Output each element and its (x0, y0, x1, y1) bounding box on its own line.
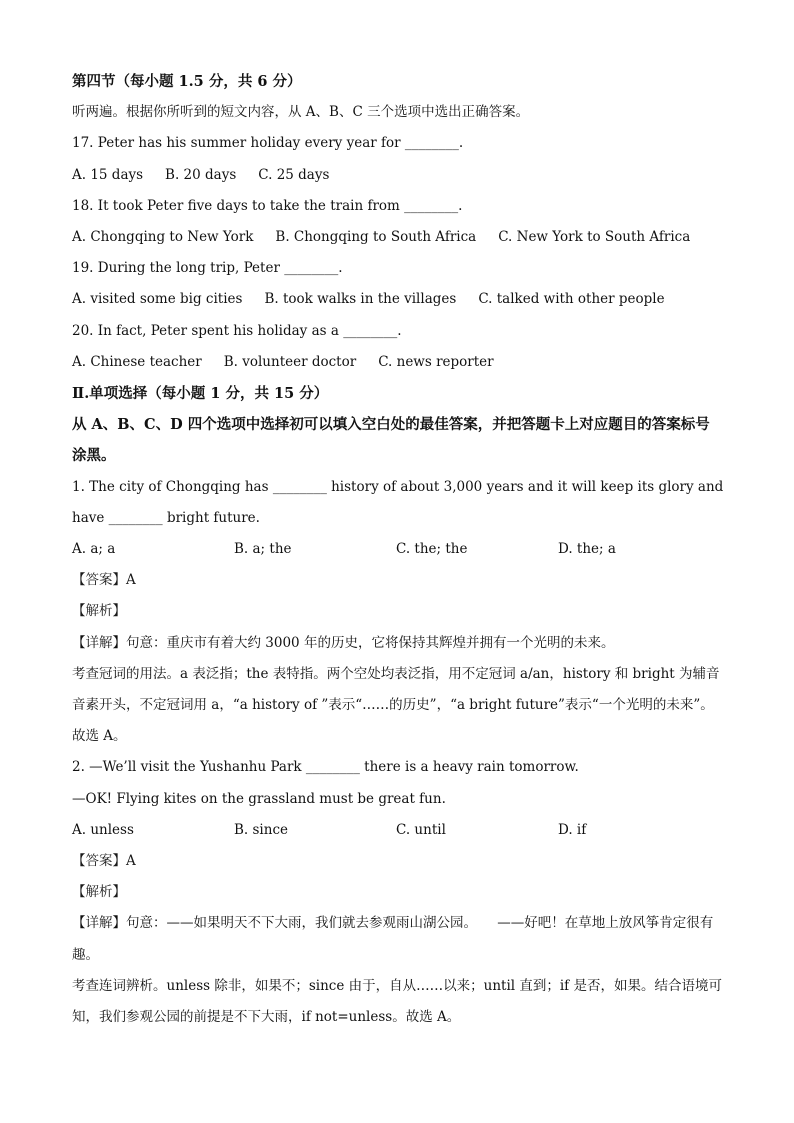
answer-label: 【答案】A (72, 572, 136, 589)
option-b: B. a; the (234, 541, 292, 558)
option-a: A. unless (72, 821, 134, 838)
option-a: A. visited some big cities (72, 291, 243, 308)
question-2-options (72, 815, 724, 846)
option-b: B. 20 days (165, 166, 237, 183)
option-b: B. took walks in the villages (264, 291, 457, 308)
analysis-label: 【解析】 (72, 603, 126, 620)
option-c: C. 25 days (258, 166, 330, 183)
option-d: D. the; a (558, 541, 616, 558)
detail-text: 【详解】句意：——如果明天不下大雨，我们就去参观雨山湖公园。 ——好吧！在草地上放风筝肯定很有趣。 (72, 915, 714, 963)
option-c: C. news reporter (378, 353, 494, 370)
question-17-options (72, 160, 724, 191)
question-19-options (72, 284, 724, 315)
question-20-options (72, 347, 724, 378)
part2-heading: Ⅱ.单项选择（每小题 1 分，共 15 分） (72, 385, 329, 403)
part2-instruction: 从 A、B、C、D 四个选项中选择初可以填入空白处的最佳答案，并把答题卡上对应题目的答案标号涂黑。 (72, 416, 710, 465)
question-20-stem: 20. In fact, Peter spent his holiday as a ________. (72, 322, 402, 339)
option-a: A. a; a (72, 541, 116, 558)
option-c: C. the; the (396, 541, 468, 558)
answer-label: 【答案】A (72, 853, 136, 870)
question-2-reply: —OK! Flying kites on the grassland must be great fun. (72, 790, 446, 807)
exam-page (72, 66, 724, 1033)
option-a: A. Chongqing to New York (72, 229, 254, 246)
question-1-stem: 1. The city of Chongqing has ________ history of about 3,000 years and it will keep its glory and have ________ bright future. (72, 478, 724, 526)
option-c: C. until (396, 821, 446, 838)
question-17-stem: 17. Peter has his summer holiday every year for ________. (72, 135, 464, 152)
question-1-options (72, 534, 724, 565)
question-2-stem: 2. —We’ll visit the Yushanhu Park ________ there is a heavy rain tomorrow. (72, 759, 579, 776)
section4-heading: 第四节（每小题 1.5 分，共 6 分） (72, 73, 302, 90)
question-18-stem: 18. It took Peter five days to take the train from ________. (72, 197, 463, 214)
section4-instruction: 听两遍。根据你所听到的短文内容，从 A、B、C 三个选项中选出正确答案。 (72, 104, 530, 121)
detail-text: 【详解】句意：重庆市有着大约 3000 年的历史，它将保持其辉煌并拥有一个光明的未来。 (72, 634, 615, 651)
question-18-options (72, 222, 724, 253)
explanation-text: 考查连词辨析。unless 除非，如果不；since 由于，自从……以来；until 直到；if 是否，如果。结合语境可知，我们参观公园的前提是不下大雨，if not=unless。故选 A。 (72, 977, 722, 1026)
option-b: B. volunteer doctor (223, 353, 357, 370)
option-c: C. New York to South Africa (498, 229, 691, 246)
option-a: A. 15 days (72, 166, 144, 183)
option-b: B. since (234, 821, 288, 838)
option-d: D. if (558, 821, 587, 838)
analysis-label: 【解析】 (72, 884, 126, 901)
option-b: B. Chongqing to South Africa (275, 229, 477, 246)
explanation-text: 考查冠词的用法。a 表泛指；the 表特指。两个空处均表泛指，用不定冠词 a/an，history 和 bright 为辅音音素开头，不定冠词用 a，“a history of ”表示“……的历史”，“a bright future”表示“一个光明的未来”。故选 A。 (72, 665, 720, 745)
question-19-stem: 19. During the long trip, Peter ________. (72, 260, 343, 277)
option-a: A. Chinese teacher (72, 353, 202, 370)
option-c: C. talked with other people (478, 291, 665, 308)
